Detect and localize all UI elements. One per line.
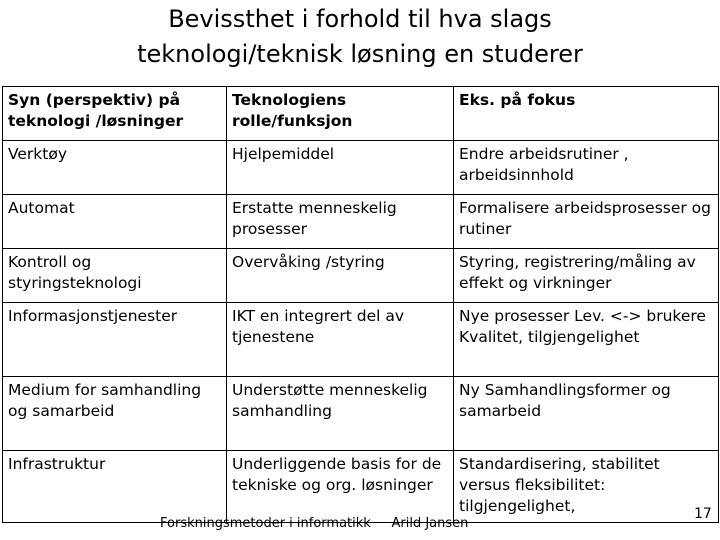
- title-line-2: teknologi/teknisk løsning en studerer: [137, 40, 583, 68]
- table-cell: Overvåking /styring: [227, 249, 454, 303]
- title-line-1: Bevissthet i forhold til hva slags: [168, 5, 552, 33]
- table-row: [3, 141, 719, 195]
- technology-table: [2, 86, 719, 523]
- table-cell: IKT en integrert del av tjenestene: [227, 303, 454, 377]
- header-cell-perspective: Syn (perspektiv) på teknologi /løsninger: [3, 87, 227, 141]
- table-cell: Underliggende basis for de tekniske og org. løsninger: [227, 451, 454, 523]
- table-cell: Erstatte menneskelig prosesser: [227, 195, 454, 249]
- table-cell: Informasjonstjenester: [3, 303, 227, 377]
- table-cell: Infrastruktur: [3, 451, 227, 523]
- header-cell-role: Teknologiens rolle/funksjon: [227, 87, 454, 141]
- header-cell-focus: Eks. på fokus: [454, 87, 719, 141]
- table-cell: Ny Samhandlingsformer og samarbeid: [454, 377, 719, 451]
- table-cell: Understøtte menneskelig samhandling: [227, 377, 454, 451]
- page-number: 17: [694, 506, 712, 522]
- slide-title: [60, 2, 660, 72]
- table-cell: Kontroll og styringsteknologi: [3, 249, 227, 303]
- table-cell: Medium for samhandling og samarbeid: [3, 377, 227, 451]
- table-cell: Styring, registrering/måling av effekt og virkninger: [454, 249, 719, 303]
- footer-author: Arild Jansen: [391, 516, 469, 531]
- table-row: [3, 377, 719, 451]
- slide-footer: [160, 516, 468, 532]
- table-row: [3, 249, 719, 303]
- table-cell: Verktøy: [3, 141, 227, 195]
- table-cell: Nye prosesser Lev. <-> brukere Kvalitet, tilgjengelighet: [454, 303, 719, 377]
- table-row: [3, 195, 719, 249]
- table-header-row: [3, 87, 719, 141]
- table-cell: Standardisering, stabilitet versus fleksibilitet: tilgjengelighet,: [454, 451, 719, 523]
- table-cell: Hjelpemiddel: [227, 141, 454, 195]
- table-cell: Endre arbeidsrutiner , arbeidsinnhold: [454, 141, 719, 195]
- table-row: [3, 451, 719, 523]
- table-cell: Automat: [3, 195, 227, 249]
- table-cell: Formalisere arbeidsprosesser og rutiner: [454, 195, 719, 249]
- table-row: [3, 303, 719, 377]
- footer-course: Forskningsmetoder i informatikk: [160, 516, 371, 531]
